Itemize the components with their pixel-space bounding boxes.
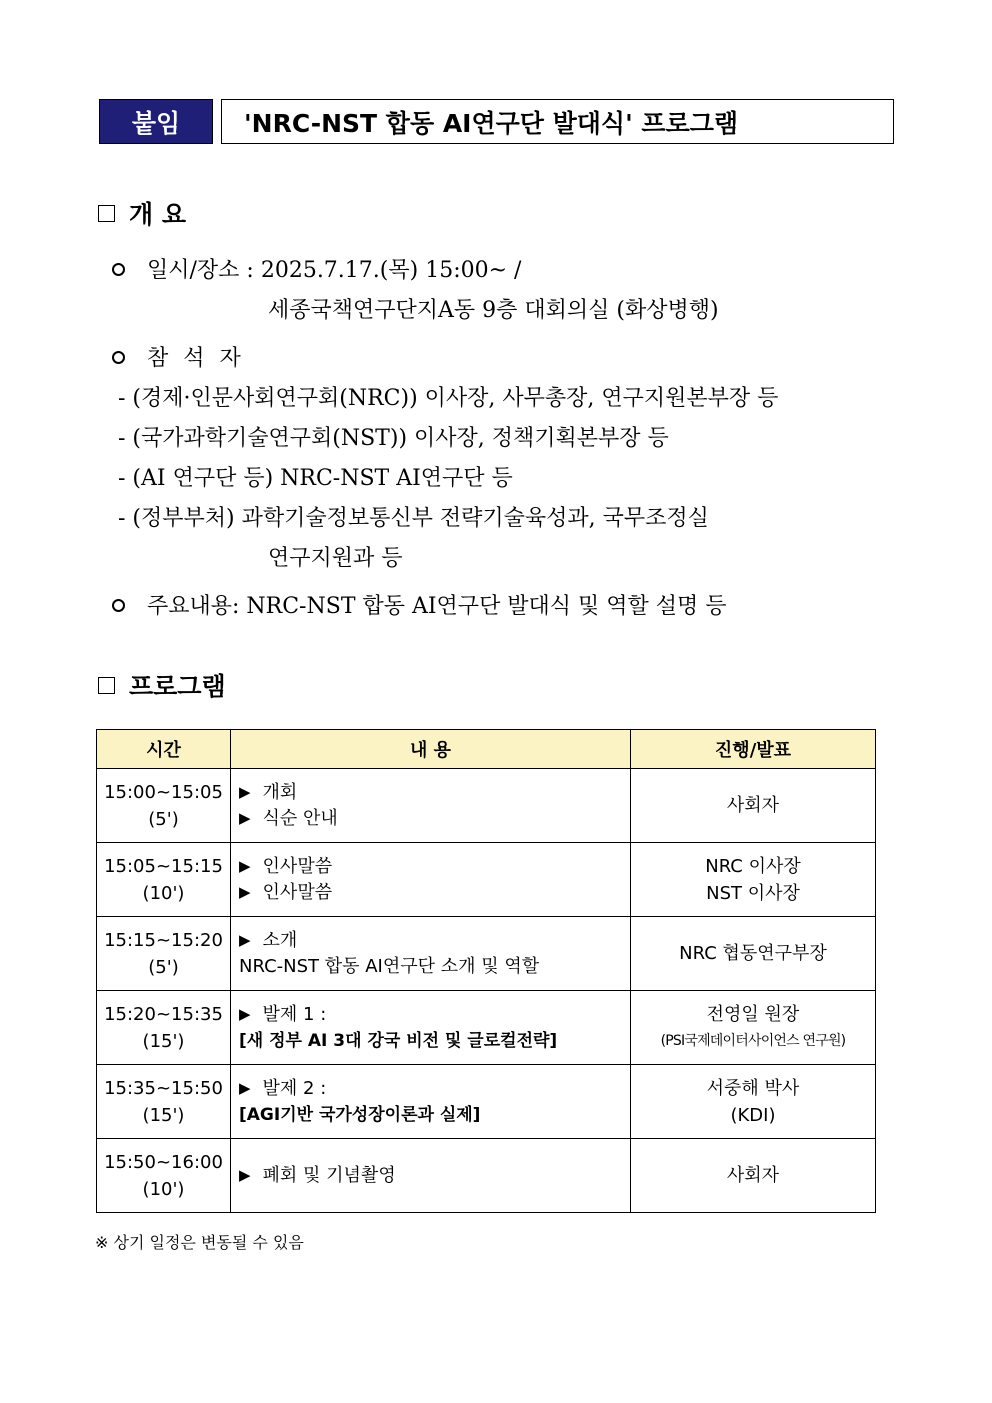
presenter-line: 전영일 원장 bbox=[706, 1003, 800, 1025]
table-row bbox=[97, 769, 876, 843]
duration: (15') bbox=[142, 1104, 185, 1126]
time-range: 15:00~15:05 bbox=[104, 781, 223, 803]
table-row bbox=[97, 1139, 876, 1213]
table-row bbox=[97, 991, 876, 1065]
content-cell bbox=[231, 1139, 631, 1213]
time-cell bbox=[97, 991, 231, 1065]
presenter-cell: NRC 협동연구부장 bbox=[631, 917, 876, 991]
column-header-presenter: 진행/발표 bbox=[631, 730, 876, 769]
content-line: 폐회 및 기념촬영 bbox=[262, 1164, 396, 1186]
attendee-item: - (경제·인문사회연구회(NRC)) 이사장, 사무총장, 연구지원본부장 등 bbox=[118, 386, 779, 411]
duration: (10') bbox=[142, 1178, 185, 1200]
time-range: 15:05~15:15 bbox=[104, 855, 223, 877]
content-line: 발제 2 : bbox=[262, 1077, 327, 1099]
time-range: 15:50~16:00 bbox=[104, 1151, 223, 1173]
presenter-line: NST 이사장 bbox=[706, 882, 800, 904]
time-cell bbox=[97, 1065, 231, 1139]
presenter-cell: 사회자 bbox=[631, 1139, 876, 1213]
circle-bullet-icon bbox=[112, 599, 125, 612]
duration: (5') bbox=[148, 808, 179, 830]
table-row bbox=[97, 1065, 876, 1139]
time-range: 15:20~15:35 bbox=[104, 1003, 223, 1025]
main-content-line bbox=[112, 589, 727, 620]
triangle-bullet-icon: ▶ bbox=[239, 1004, 251, 1023]
checkbox-icon bbox=[98, 205, 115, 222]
overview-heading-row bbox=[98, 195, 186, 231]
attendees-line bbox=[112, 341, 245, 372]
document-title: 'NRC-NST 합동 AI연구단 발대식' 프로그램 bbox=[221, 99, 894, 144]
content-cell bbox=[231, 991, 631, 1065]
datetime-label: 일시/장소 : bbox=[147, 258, 254, 283]
column-header-time: 시간 bbox=[97, 730, 231, 769]
attendee-item: - (AI 연구단 등) NRC-NST AI연구단 등 bbox=[118, 466, 513, 491]
main-content-text: 주요내용: NRC-NST 합동 AI연구단 발대식 및 역할 설명 등 bbox=[147, 594, 727, 619]
time-cell bbox=[97, 843, 231, 917]
table-header-row bbox=[97, 730, 876, 769]
triangle-bullet-icon: ▶ bbox=[239, 782, 251, 801]
content-line: [AGI기반 국가성장이론과 실제] bbox=[239, 1104, 481, 1125]
triangle-bullet-icon: ▶ bbox=[239, 1165, 251, 1184]
time-cell bbox=[97, 917, 231, 991]
attendee-item: - (국가과학기술연구회(NST)) 이사장, 정책기획본부장 등 bbox=[118, 426, 669, 451]
time-range: 15:35~15:50 bbox=[104, 1077, 223, 1099]
table-row bbox=[97, 843, 876, 917]
presenter-line: (PSI국제데이터사이언스 연구원) bbox=[660, 1032, 846, 1049]
triangle-bullet-icon: ▶ bbox=[239, 856, 251, 875]
presenter-line: NRC 이사장 bbox=[705, 855, 801, 877]
program-table bbox=[96, 729, 876, 1213]
presenter-line: 서중해 박사 bbox=[706, 1077, 800, 1099]
content-line: 발제 1 : bbox=[262, 1003, 327, 1025]
content-cell bbox=[231, 769, 631, 843]
presenter-cell: 사회자 bbox=[631, 769, 876, 843]
duration: (10') bbox=[142, 882, 185, 904]
attendee-item-continued: 연구지원과 등 bbox=[268, 546, 403, 571]
content-line: [새 정부 AI 3대 강국 비전 및 글로컬전략] bbox=[239, 1030, 558, 1051]
content-line: 인사말씀 bbox=[262, 855, 333, 877]
attendees-label: 참 석 자 bbox=[147, 346, 245, 371]
circle-bullet-icon bbox=[112, 351, 125, 364]
content-line: 식순 안내 bbox=[262, 807, 338, 829]
duration: (5') bbox=[148, 956, 179, 978]
presenter-cell bbox=[631, 1065, 876, 1139]
presenter-cell bbox=[631, 843, 876, 917]
presenter-line: (KDI) bbox=[730, 1104, 776, 1126]
triangle-bullet-icon: ▶ bbox=[239, 882, 251, 901]
content-cell bbox=[231, 917, 631, 991]
content-line: 인사말씀 bbox=[262, 881, 333, 903]
content-line: 개회 bbox=[262, 781, 298, 803]
presenter-cell bbox=[631, 991, 876, 1065]
attachment-tag: 붙임 bbox=[99, 99, 213, 144]
content-line: 소개 bbox=[262, 929, 298, 951]
content-cell bbox=[231, 1065, 631, 1139]
circle-bullet-icon bbox=[112, 263, 125, 276]
datetime-line bbox=[112, 253, 521, 284]
time-range: 15:15~15:20 bbox=[104, 929, 223, 951]
content-cell bbox=[231, 843, 631, 917]
triangle-bullet-icon: ▶ bbox=[239, 808, 251, 827]
table-row bbox=[97, 917, 876, 991]
location-line: 세종국책연구단지A동 9층 대회의실 (화상병행) bbox=[268, 298, 719, 323]
column-header-content: 내 용 bbox=[231, 730, 631, 769]
content-line: NRC-NST 합동 AI연구단 소개 및 역할 bbox=[239, 955, 540, 977]
duration: (15') bbox=[142, 1030, 185, 1052]
triangle-bullet-icon: ▶ bbox=[239, 930, 251, 949]
triangle-bullet-icon: ▶ bbox=[239, 1078, 251, 1097]
attendee-item: - (정부부처) 과학기술정보통신부 전략기술육성과, 국무조정실 bbox=[118, 506, 709, 531]
time-cell bbox=[97, 769, 231, 843]
program-heading: 프로그램 bbox=[129, 672, 226, 701]
time-cell bbox=[97, 1139, 231, 1213]
program-heading-row bbox=[98, 667, 226, 703]
datetime-value: 2025.7.17.(목) 15:00~ / bbox=[260, 258, 522, 283]
schedule-note: ※ 상기 일정은 변동될 수 있음 bbox=[95, 1233, 304, 1252]
checkbox-icon bbox=[98, 677, 115, 694]
overview-heading: 개 요 bbox=[129, 200, 187, 229]
